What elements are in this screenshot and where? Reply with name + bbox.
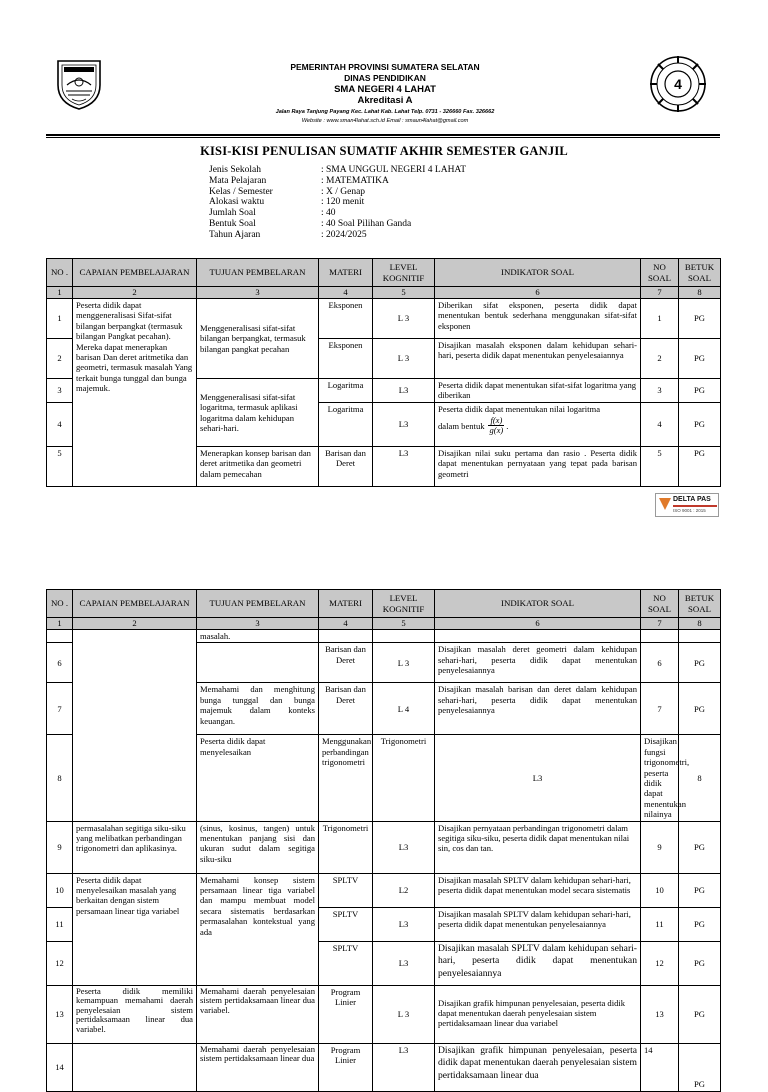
level-cell: L2 <box>373 873 435 907</box>
formula-dot: . <box>506 420 509 431</box>
row-no: 6 <box>47 643 73 683</box>
indikator-cell: Disajikan pernyataan perbandingan trigonometri dalam segitiga siku-siku, peserta didik dapat menentukan nilai sin, cos dan tan. <box>435 821 641 873</box>
row-no: 8 <box>47 735 73 821</box>
bentuk-cell: PG <box>679 339 721 379</box>
header-level: LEVEL KOGNITIF <box>373 259 435 287</box>
row-no: 14 <box>47 1043 73 1091</box>
level-cell: L3 <box>373 821 435 873</box>
fraction-numerator: f(x) <box>490 415 503 426</box>
indikator-cell: Disajikan masalah barisan dan deret dalam kehidupan sehari-hari, peserta didik dapat menentukan penyelesaiannya <box>435 683 641 735</box>
column-number-row <box>47 287 721 299</box>
header-materi: MATERI <box>319 590 373 618</box>
indikator-cell: Disajikan grafik himpunan penyelesaian, peserta didik dapat menentukan daerah penyelesaian sistem pertidaksamaan linear dua variabel <box>435 985 641 1043</box>
school-emblem-number: 4 <box>674 76 682 92</box>
tujuan-cell: Menggeneralisasi sifat-sifat bilangan berpangkat, termasuk bilangan pangkat pecahan <box>197 299 319 379</box>
nosoal-cell: 1 <box>641 299 679 339</box>
bentuk-cell: PG <box>679 683 721 735</box>
meta-key: Mata Pelajaran <box>209 175 267 186</box>
row-no: 1 <box>47 299 73 339</box>
bentuk-empty <box>679 630 721 643</box>
nosoal-cell: 8 <box>679 735 721 821</box>
meta-value: : SMA UNGGUL NEGERI 4 LAHAT <box>321 165 467 175</box>
row-no: 5 <box>47 447 73 487</box>
level-cell: L3 <box>373 907 435 941</box>
capaian-cell: Peserta didik dapat menggeneralisasi Sifat-sifat bilangan berpangkat (termasuk bilangan Pangkat pecahan). Mereka dapat menerapkan barisan Dan deret aritmetika dan geometri, termasuk masalah Yang terkait bunga tunggal dan bunga majemuk. <box>73 299 197 487</box>
row-no: 7 <box>47 683 73 735</box>
bentuk-cell: PG <box>679 985 721 1043</box>
capaian-cell: permasalahan segitiga siku-siku yang melibatkan perbandingan trigonometri dan aplikasinya. <box>73 821 197 873</box>
nosoal-cell: 6 <box>641 643 679 683</box>
materi-cell: SPLTV <box>319 907 373 941</box>
header-no: NO . <box>47 590 73 618</box>
indikator-cell: Disajikan masalah eksponen dalam kehidupan sehari-hari, peserta didik dapat menentukan penyelesaiannya <box>435 339 641 379</box>
header-no: NO . <box>47 259 73 287</box>
level-cell: L3 <box>373 941 435 985</box>
bentuk-cell: PG <box>679 403 721 447</box>
materi-cell: SPLTV <box>319 941 373 985</box>
capaian-cell-empty <box>73 630 197 822</box>
bentuk-cell: PG <box>679 379 721 403</box>
badge-iso: ISO 9001 : 2015 <box>673 508 706 513</box>
tujuan-cell: (sinus, kosinus, tangen) untuk menentukan panjang sisi dan ukuran sudut dalam segitiga siku-siku <box>197 821 319 873</box>
nosoal-cell: 2 <box>641 339 679 379</box>
indikator-cell: Disajikan masalah SPLTV dalam kehidupan sehari-hari, peserta didik dapat menentukan model secara sistematis <box>435 873 641 907</box>
tujuan-cell: Memahami daerah penyelesaian sistem pertidaksamaan linear dua <box>197 1043 319 1091</box>
bentuk-cell: PG <box>679 299 721 339</box>
indikator-cell: Disajikan grafik himpunan penyelesaian, peserta didik dapat menentukan daerah penyelesaian sistem pertidaksamaan linear dua <box>435 1043 641 1091</box>
row-no: 3 <box>47 379 73 403</box>
meta-key: Jumlah Soal <box>209 208 256 219</box>
materi-cell: SPLTV <box>319 873 373 907</box>
nosoal-cell: 13 <box>641 985 679 1043</box>
nosoal-cell: 9 <box>641 821 679 873</box>
fraction-denominator: g(x) <box>489 425 504 436</box>
table-row <box>47 985 721 1043</box>
row-no: 4 <box>47 403 73 447</box>
nosoal-cell: 10 <box>641 873 679 907</box>
nosoal-cell: 14 <box>641 1043 679 1091</box>
nosoal-cell: 11 <box>641 907 679 941</box>
badge-bar <box>673 505 717 507</box>
colnum: 2 <box>73 287 197 299</box>
tujuan-cell: Memahami dan menghitung bunga tunggal dan bunga majemuk dalam konteks keuangan. <box>197 683 319 735</box>
letterhead-divider <box>46 134 720 138</box>
colnum: 5 <box>373 287 435 299</box>
indikator-cell <box>435 403 641 447</box>
meta-value: : 40 <box>321 208 336 219</box>
indikator-cell: Disajikan nilai suku pertama dan rasio . Peserta didik dapat menentukan pernyataan yang tepat pada barisan geometri <box>435 447 641 487</box>
school-website: Website : www.sman4lahat.sch.id Email : smaun4lahat@gmail.com <box>301 118 469 124</box>
colnum: 1 <box>47 287 73 299</box>
department-name: DINAS PENDIDIKAN <box>344 73 426 83</box>
row-no-empty <box>47 630 73 643</box>
meta-row <box>209 230 466 241</box>
row-no: 2 <box>47 339 73 379</box>
row-no: 13 <box>47 985 73 1043</box>
meta-key: Alokasi waktu <box>209 197 265 208</box>
tujuan-cell: masalah. <box>197 630 319 643</box>
nosoal-empty <box>641 630 679 643</box>
header-indikator: INDIKATOR SOAL <box>435 590 641 618</box>
accreditation: Akreditasi A <box>357 95 413 106</box>
bentuk-cell: PG <box>679 1043 721 1091</box>
header-capaian: CAPAIAN PEMBELAJARAN <box>73 259 197 287</box>
colnum: 7 <box>641 287 679 299</box>
materi-cell: Program Linier <box>319 1043 373 1091</box>
colnum: 2 <box>73 618 197 630</box>
row-no: 12 <box>47 941 73 985</box>
header-tujuan: TUJUAN PEMBELARAN <box>197 259 319 287</box>
header-bentuk: BETUK SOAL <box>679 590 721 618</box>
meta-key: Bentuk Soal <box>209 218 256 229</box>
colnum: 4 <box>319 618 373 630</box>
tujuan-cell: Menggunakan perbandingan trigonometri <box>319 735 373 821</box>
column-number-row <box>47 618 721 630</box>
bentuk-cell: PG <box>679 941 721 985</box>
indikator-cell: Diberikan sifat eksponen, peserta didik dapat menentukan bentuk sederhana menggunakan sifat-sifat eksponen <box>435 299 641 339</box>
materi-cell: Trigonometri <box>373 735 435 821</box>
header-indikator: INDIKATOR SOAL <box>435 259 641 287</box>
colnum: 1 <box>47 618 73 630</box>
indikator-cell: Disajikan masalah deret geometri dalam kehidupan sehari-hari, peserta didik dapat menentukan penyelesaiannya <box>435 643 641 683</box>
nosoal-cell: 7 <box>641 683 679 735</box>
colnum: 8 <box>679 618 721 630</box>
meta-row <box>209 197 466 208</box>
bentuk-cell: PG <box>679 873 721 907</box>
indikator-text: Peserta didik dapat menentukan nilai logaritma <box>438 404 601 414</box>
header-materi: MATERI <box>319 259 373 287</box>
header-tujuan: TUJUAN PEMBELARAN <box>197 590 319 618</box>
delta-logo-icon <box>659 498 671 510</box>
tujuan-cell: Memahami daerah penyelesaian sistem pertidaksamaan linear dua variabel. <box>197 985 319 1043</box>
capaian-cell: Peserta didik dapat menyelesaikan <box>197 735 319 821</box>
meta-value: : X / Genap <box>321 186 366 197</box>
meta-value: : 120 menit <box>321 197 365 208</box>
government-name: PEMERINTAH PROVINSI SUMATERA SELATAN <box>290 62 480 72</box>
indikator-empty <box>435 630 641 643</box>
table-row <box>47 299 721 339</box>
table-row <box>47 821 721 873</box>
table-row <box>47 1043 721 1091</box>
letterhead <box>0 0 768 140</box>
materi-cell: Logaritma <box>319 403 373 447</box>
indikator-cell: Disajikan fungsi trigonometri, peserta didik dapat menentukan nilainya <box>641 735 679 821</box>
meta-key: Jenis Sekolah <box>209 165 261 175</box>
meta-key: Tahun Ajaran <box>209 229 261 240</box>
colnum: 3 <box>197 618 319 630</box>
nosoal-cell: 12 <box>641 941 679 985</box>
colnum: 8 <box>679 287 721 299</box>
row-no: 9 <box>47 821 73 873</box>
header-no-soal: NO SOAL <box>641 259 679 287</box>
level-cell: L 4 <box>373 683 435 735</box>
bentuk-cell: PG <box>679 643 721 683</box>
continuation-row <box>47 630 721 643</box>
row-no: 10 <box>47 873 73 907</box>
materi-cell: Barisan dan Deret <box>319 643 373 683</box>
level-empty <box>373 630 435 643</box>
materi-cell: Barisan dan Deret <box>319 683 373 735</box>
level-cell: L3 <box>373 447 435 487</box>
tujuan-cell: Memahami konsep sistem persamaan linear tiga variabel dan mampu membuat model secara sistematis berdasarkan permasalahan kontekstual yang ada <box>197 873 319 985</box>
meta-value: : 40 Soal Pilihan Ganda <box>321 218 412 229</box>
capaian-cell: Peserta didik memiliki kemampuan memahami daerah penyelesaian sistem pertidaksamaan linear dua variabel. <box>73 985 197 1043</box>
meta-row <box>209 208 466 219</box>
level-cell: L 3 <box>373 299 435 339</box>
level-cell: L3 <box>435 735 641 821</box>
row-no: 11 <box>47 907 73 941</box>
bentuk-cell: PG <box>679 907 721 941</box>
school-name: SMA NEGERI 4 LAHAT <box>334 84 436 95</box>
tujuan-cell-empty <box>197 643 319 683</box>
formula-prefix: dalam bentuk <box>438 420 485 431</box>
document-meta <box>209 165 466 241</box>
materi-cell: Logaritma <box>319 379 373 403</box>
table-row <box>47 873 721 907</box>
level-cell: L3 <box>373 379 435 403</box>
kisi-kisi-table-page2 <box>46 589 721 1092</box>
level-cell: L3 <box>373 403 435 447</box>
materi-cell: Eksponen <box>319 339 373 379</box>
meta-row <box>209 219 466 230</box>
level-cell: L3 <box>373 1043 435 1091</box>
header-capaian: CAPAIAN PEMBELAJARAN <box>73 590 197 618</box>
header-level: LEVEL KOGNITIF <box>373 590 435 618</box>
colnum: 7 <box>641 618 679 630</box>
level-cell: L 3 <box>373 985 435 1043</box>
formula-line <box>438 416 637 435</box>
header-bentuk: BETUK SOAL <box>679 259 721 287</box>
province-emblem-icon <box>54 55 104 111</box>
meta-value: : MATEMATIKA <box>321 175 389 186</box>
kisi-kisi-table-page1 <box>46 258 721 487</box>
capaian-cell-empty <box>73 1043 197 1091</box>
indikator-cell: Disajikan masalah SPLTV dalam kehidupan sehari-hari, peserta didik dapat menentukan penyelesaiannya <box>435 907 641 941</box>
badge-name: DELTA PAS <box>673 496 711 503</box>
colnum: 6 <box>435 618 641 630</box>
colnum: 3 <box>197 287 319 299</box>
bentuk-cell: PG <box>679 447 721 487</box>
document-title: KISI-KISI PENULISAN SUMATIF AKHIR SEMESTER GANJIL <box>200 144 568 158</box>
school-emblem-icon <box>648 54 708 114</box>
materi-cell: Program Linier <box>319 985 373 1043</box>
level-cell: L 3 <box>373 643 435 683</box>
meta-row <box>209 187 466 198</box>
meta-value: : 2024/2025 <box>321 229 367 240</box>
colnum: 5 <box>373 618 435 630</box>
header-no-soal: NO SOAL <box>641 590 679 618</box>
capaian-cell: Peserta didik dapat menyelesaikan masalah yang berkaitan dengan sistem persamaan linear tiga variabel <box>73 873 197 985</box>
letterhead-text <box>200 62 570 125</box>
school-address: Jalan Raya Tanjung Payang Kec. Lahat Kab. Lahat Telp. 0731 - 326660 Fax. 326662 <box>275 109 495 115</box>
tujuan-cell: Menerapkan konsep barisan dan deret aritmetika dan geometri dalam pemecahan <box>197 447 319 487</box>
materi-cell: Eksponen <box>319 299 373 339</box>
materi-empty <box>319 630 373 643</box>
indikator-cell: Disajikan masalah SPLTV dalam kehidupan sehari-hari, peserta didik dapat menentukan penyelesaiannya <box>435 941 641 985</box>
meta-row <box>209 176 466 187</box>
nosoal-cell: 5 <box>641 447 679 487</box>
tujuan-cell: Menggeneralisasi sifat-sifat logaritma, termasuk aplikasi logaritma dalam kehidupan sehari-hari. <box>197 379 319 447</box>
indikator-cell: Peserta didik dapat menentukan sifat-sifat logaritma yang diberikan <box>435 379 641 403</box>
materi-cell: Barisan dan Deret <box>319 447 373 487</box>
materi-cell: Trigonometri <box>319 821 373 873</box>
delta-pas-badge <box>655 493 719 517</box>
bentuk-cell: PG <box>679 821 721 873</box>
table-header-row <box>47 259 721 287</box>
meta-key: Kelas / Semester <box>209 186 273 197</box>
fraction <box>488 415 509 436</box>
colnum: 4 <box>319 287 373 299</box>
nosoal-cell: 4 <box>641 403 679 447</box>
meta-row <box>209 165 466 176</box>
level-cell: L 3 <box>373 339 435 379</box>
colnum: 6 <box>435 287 641 299</box>
nosoal-cell: 3 <box>641 379 679 403</box>
table-header-row <box>47 590 721 618</box>
